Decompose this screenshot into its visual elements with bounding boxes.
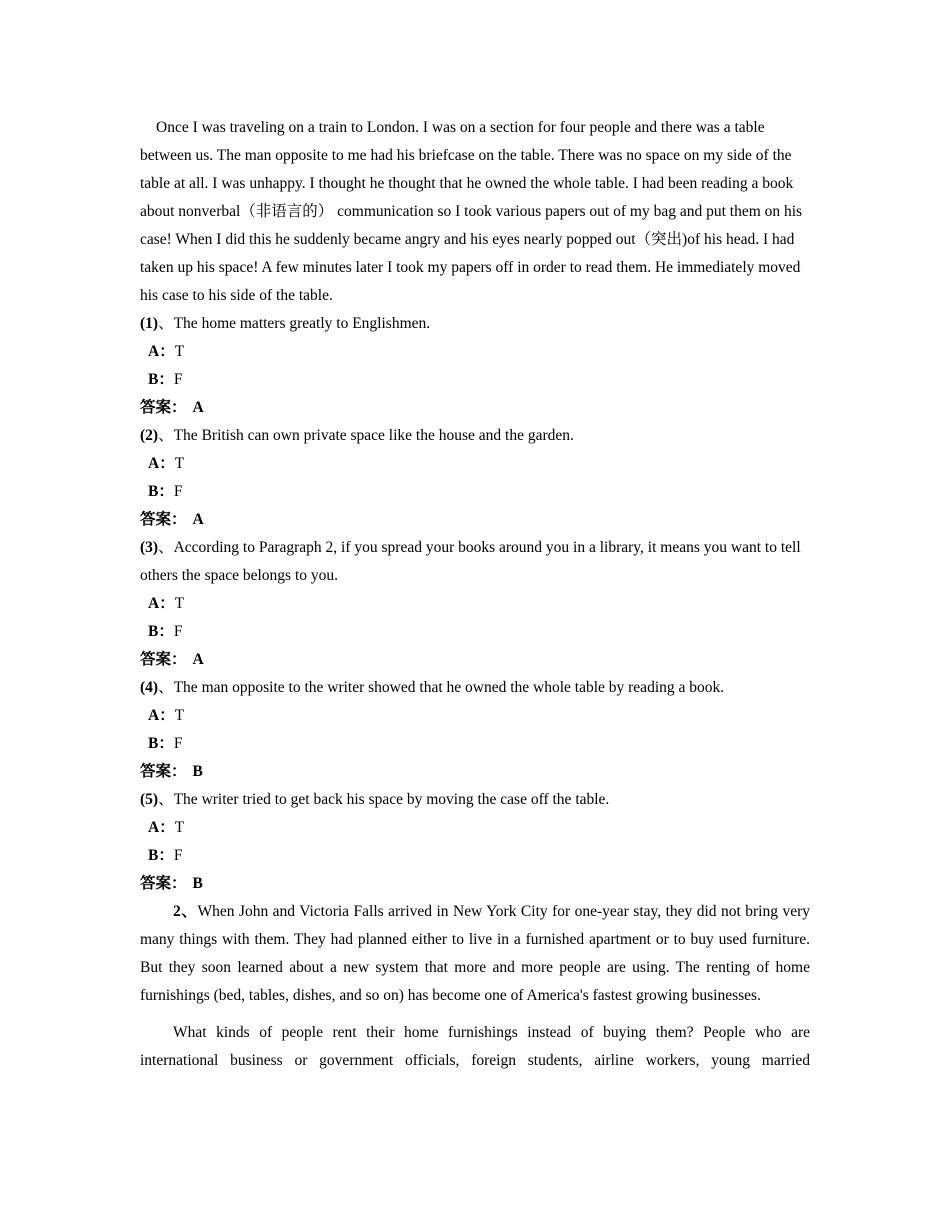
answer-line bbox=[140, 394, 810, 422]
answer-value: A bbox=[192, 511, 204, 528]
option-item bbox=[140, 478, 810, 506]
option-value: T bbox=[174, 455, 185, 472]
option-list bbox=[140, 590, 810, 646]
answer-value: B bbox=[192, 763, 203, 780]
answer-line bbox=[140, 758, 810, 786]
option-value: F bbox=[173, 371, 183, 388]
option-list bbox=[140, 702, 810, 758]
question-block bbox=[140, 786, 810, 898]
option-list bbox=[140, 814, 810, 870]
document-page bbox=[140, 114, 810, 1075]
option-key: A： bbox=[148, 343, 175, 360]
question-block bbox=[140, 674, 810, 786]
option-list bbox=[140, 450, 810, 506]
answer-label: 答案： bbox=[140, 651, 187, 668]
question-number: (2) bbox=[140, 427, 159, 444]
question-text: According to Paragraph 2, if you spread your books around you in a library, it means you want to tell others the space belongs to you. bbox=[140, 539, 801, 584]
option-key: A： bbox=[148, 707, 175, 724]
option-item bbox=[140, 366, 810, 394]
question-stem bbox=[140, 534, 810, 590]
question-block bbox=[140, 534, 810, 674]
answer-line bbox=[140, 646, 810, 674]
question-stem bbox=[140, 422, 810, 450]
option-value: T bbox=[174, 707, 185, 724]
option-key: B： bbox=[148, 483, 174, 500]
answer-label: 答案： bbox=[140, 763, 187, 780]
option-key: B： bbox=[148, 623, 174, 640]
answer-line bbox=[140, 506, 810, 534]
question-stem bbox=[140, 310, 810, 338]
question-text: The writer tried to get back his space by moving the case off the table. bbox=[173, 791, 610, 808]
option-value: F bbox=[173, 483, 183, 500]
passage-2-number: 2、 bbox=[173, 903, 198, 920]
option-value: T bbox=[174, 819, 185, 836]
option-value: F bbox=[173, 735, 183, 752]
option-list bbox=[140, 338, 810, 394]
question-number: (1) bbox=[140, 315, 159, 332]
option-item bbox=[140, 730, 810, 758]
passage-2 bbox=[140, 898, 810, 1010]
option-item bbox=[140, 450, 810, 478]
question-separator: 、 bbox=[158, 427, 174, 444]
option-item bbox=[140, 702, 810, 730]
option-item bbox=[140, 618, 810, 646]
question-text: The British can own private space like the house and the garden. bbox=[173, 427, 574, 444]
question-number: (3) bbox=[140, 539, 159, 556]
answer-value: A bbox=[192, 651, 204, 668]
option-value: F bbox=[173, 623, 183, 640]
answer-label: 答案： bbox=[140, 875, 187, 892]
passage-1: Once I was traveling on a train to London. I was on a section for four people and there was a table between us. The man opposite to me had his briefcase on the table. There was no space on my side of the table at all. I was unhappy. I thought he thought that he owned the whole table. I had been reading a book about nonverbal（非语言的） communication so I took various papers out of my bag and put them on his case! When I did this he suddenly became angry and his eyes nearly popped out（突出)of his head. I had taken up his space! A few minutes later I took my papers off in order to read them. He immediately moved his case to his side of the table. bbox=[140, 119, 803, 304]
option-key: A： bbox=[148, 595, 175, 612]
option-value: T bbox=[174, 595, 185, 612]
option-key: B： bbox=[148, 847, 174, 864]
question-stem bbox=[140, 674, 810, 702]
question-separator: 、 bbox=[158, 791, 174, 808]
question-number: (5) bbox=[140, 791, 159, 808]
question-block bbox=[140, 422, 810, 534]
option-key: B： bbox=[148, 371, 174, 388]
answer-value: B bbox=[192, 875, 203, 892]
option-item bbox=[140, 338, 810, 366]
passage-2-text: When John and Victoria Falls arrived in New York City for one-year stay, they did not bring very many things with them. They had planned either to live in a furnished apartment or to buy used furniture. But they soon learned about a new system that more and more people are using. The renting of home furnishings (bed, tables, dishes, and so on) has become one of America's fastest growing businesses. bbox=[140, 903, 810, 1004]
question-number: (4) bbox=[140, 679, 159, 696]
question-block bbox=[140, 310, 810, 422]
answer-line bbox=[140, 870, 810, 898]
option-key: B： bbox=[148, 735, 174, 752]
answer-label: 答案： bbox=[140, 399, 187, 416]
option-value: F bbox=[173, 847, 183, 864]
question-separator: 、 bbox=[158, 315, 174, 332]
question-separator: 、 bbox=[158, 539, 174, 556]
question-text: The home matters greatly to Englishmen. bbox=[173, 315, 431, 332]
answer-label: 答案： bbox=[140, 511, 187, 528]
question-text: The man opposite to the writer showed that he owned the whole table by reading a book. bbox=[173, 679, 725, 696]
option-key: A： bbox=[148, 455, 175, 472]
question-list bbox=[140, 310, 810, 898]
option-item bbox=[140, 842, 810, 870]
option-item bbox=[140, 814, 810, 842]
option-value: T bbox=[174, 343, 185, 360]
answer-value: A bbox=[192, 399, 204, 416]
question-stem bbox=[140, 786, 810, 814]
option-key: A： bbox=[148, 819, 175, 836]
question-separator: 、 bbox=[158, 679, 174, 696]
passage-2-paragraph-2: What kinds of people rent their home furnishings instead of buying them? People who are international business or government officials, foreign students, airline workers, young married bbox=[140, 1024, 810, 1069]
option-item bbox=[140, 590, 810, 618]
